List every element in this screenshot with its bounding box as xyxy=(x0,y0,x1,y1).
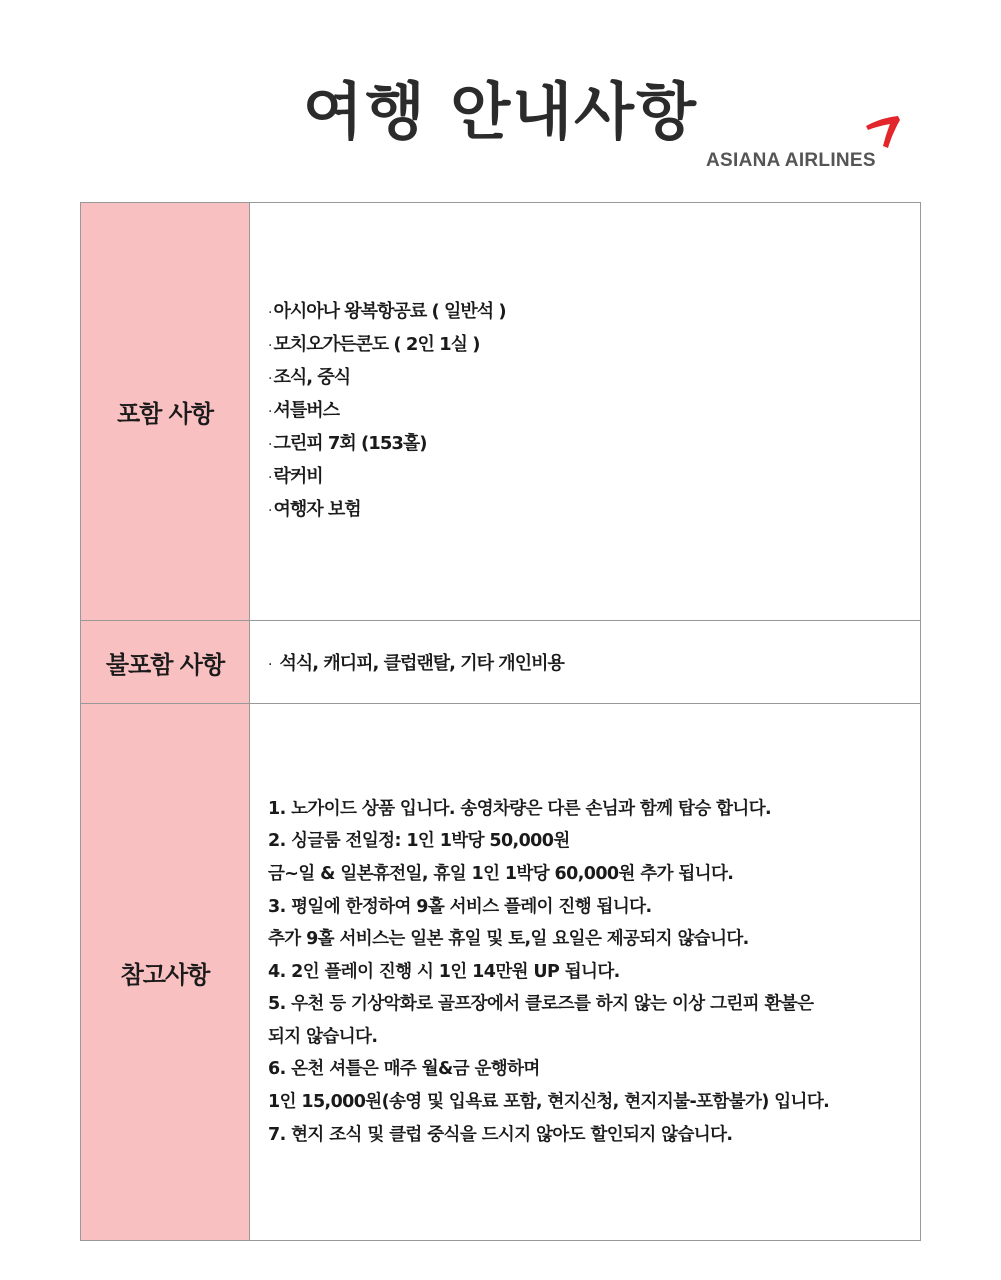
included-item xyxy=(268,329,910,362)
note-line: 금~일 & 일본휴전일, 휴일 1인 1박당 60,000원 추가 됩니다. xyxy=(268,863,734,884)
included-item xyxy=(268,494,910,527)
bullet-dot-icon: · xyxy=(268,371,272,387)
notes-list xyxy=(268,793,910,1152)
included-label: 포함 사항 xyxy=(81,203,250,621)
included-item-text: 여행자 보험 xyxy=(273,499,361,520)
included-item xyxy=(268,296,910,329)
bullet-dot-icon: · xyxy=(268,305,272,321)
included-content xyxy=(250,203,921,621)
bullet-dot-icon: · xyxy=(268,404,272,420)
note-line: 3. 평일에 한정하여 9홀 서비스 플레이 진행 됩니다. xyxy=(268,896,652,917)
notes-label: 참고사항 xyxy=(81,704,250,1241)
excluded-row xyxy=(81,621,921,704)
included-item xyxy=(268,428,910,461)
note-line: 1인 15,000원(송영 및 입욕료 포함, 현지신청, 현지지불-포함불가) 입니다. xyxy=(268,1092,830,1113)
note-line: 4. 2인 플레이 진행 시 1인 14만원 UP 됩니다. xyxy=(268,961,620,982)
included-row xyxy=(81,203,921,621)
notes-content xyxy=(250,704,921,1241)
included-item-text: 조식, 중식 xyxy=(273,367,351,388)
included-item-text: 모치오가든콘도 ( 2인 1실 ) xyxy=(273,334,480,355)
excluded-label: 불포함 사항 xyxy=(81,621,250,704)
note-line: 7. 현지 조식 및 클럽 중식을 드시지 않아도 할인되지 않습니다. xyxy=(268,1124,733,1145)
included-list xyxy=(268,296,910,527)
included-item xyxy=(268,461,910,494)
bullet-dot-icon: · xyxy=(268,657,272,673)
note-line: 1. 노가이드 상품 입니다. 송영차량은 다른 손님과 함께 탑승 합니다. xyxy=(268,798,772,819)
included-item xyxy=(268,395,910,428)
note-line: 2. 싱글룸 전일정: 1인 1박당 50,000원 xyxy=(268,831,570,852)
note-line: 6. 온천 셔틀은 매주 월&금 운행하며 xyxy=(268,1059,540,1080)
travel-info-table xyxy=(80,202,921,1241)
included-item-text: 셔틀버스 xyxy=(273,400,340,421)
excluded-item xyxy=(268,649,910,675)
excluded-text: 석식, 캐디피, 클럽랜탈, 기타 개인비용 xyxy=(279,653,564,674)
brand-name: ASIANA AIRLINES xyxy=(706,150,876,171)
bullet-dot-icon: · xyxy=(268,503,272,519)
bullet-dot-icon: · xyxy=(268,437,272,453)
page-title: 여행 안내사항 xyxy=(303,75,698,148)
bullet-dot-icon: · xyxy=(268,338,272,354)
included-item-text: 아시아나 왕복항공료 ( 일반석 ) xyxy=(273,301,506,322)
notes-row xyxy=(81,704,921,1241)
note-line: 5. 우천 등 기상악화로 골프장에서 클로즈를 하지 않는 이상 그린피 환불은 xyxy=(268,994,814,1015)
bullet-dot-icon: · xyxy=(268,470,272,486)
excluded-content xyxy=(250,621,921,704)
included-item xyxy=(268,362,910,395)
included-item-text: 락커비 xyxy=(273,466,323,487)
note-line: 추가 9홀 서비스는 일본 휴일 및 토,일 요일은 제공되지 않습니다. xyxy=(268,929,749,950)
note-line: 되지 않습니다. xyxy=(268,1026,378,1047)
included-item-text: 그린피 7회 (153홀) xyxy=(273,433,427,454)
